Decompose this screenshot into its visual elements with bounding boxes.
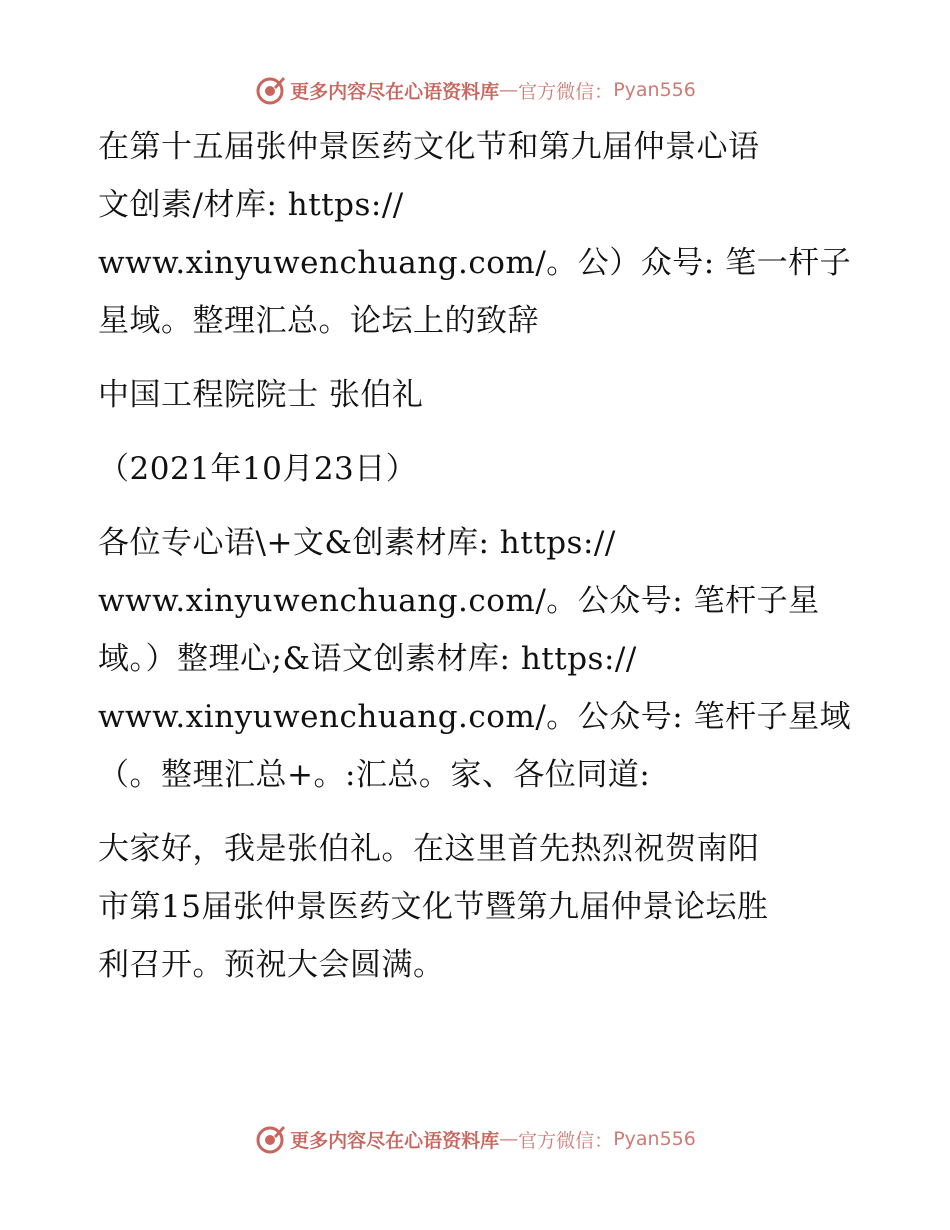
text-line: www.xinyuwenchuang.com/。公众号: 笔杆子星域 — [98, 699, 852, 735]
header-watermark — [0, 70, 950, 110]
watermark-wechat-label: 官方微信： — [518, 80, 614, 103]
watermark-dash: — — [499, 1128, 519, 1150]
text-line: （。整理汇总+。:汇总。家、各位同道: — [98, 757, 651, 793]
watermark-brand: 更多内容尽在心语资料库 — [290, 80, 500, 103]
pen-logo-icon — [254, 1123, 286, 1155]
watermark-brand: 更多内容尽在心语资料库 — [290, 1129, 500, 1152]
watermark-wechat-label: 官方微信： — [518, 1129, 614, 1152]
paragraph-opening — [98, 820, 838, 994]
date-line: （2021年10月23日） — [98, 451, 418, 487]
paragraph-title — [98, 118, 852, 350]
paragraph-greeting — [98, 514, 852, 804]
text-line: 星域。整理汇总。论坛上的致辞 — [98, 303, 539, 339]
text-line: www.xinyuwenchuang.com/。公众号: 笔杆子星 — [98, 583, 820, 619]
watermark-account: Pyan556 — [613, 1128, 696, 1150]
watermark-dash: — — [499, 79, 519, 101]
text-line: 大家好，我是张伯礼。在这里首先热烈祝贺南阳 — [98, 831, 760, 867]
footer-watermark — [0, 1119, 950, 1159]
text-line: www.xinyuwenchuang.com/。公）众号: 笔一杆子 — [98, 245, 852, 281]
text-line: 在第十五届张仲景医药文化节和第九届仲景心语 — [98, 129, 760, 165]
pen-logo-icon — [254, 74, 286, 106]
text-line: 域。）整理心;&语文创素材库: https:// — [98, 641, 637, 677]
text-line: 利召开。预祝大会圆满。 — [98, 947, 445, 983]
text-line: 文创素/材库: https:// — [98, 187, 404, 223]
watermark-account: Pyan556 — [613, 79, 696, 101]
text-line: 市第15届张仲景医药文化节暨第九届仲景论坛胜 — [98, 889, 769, 925]
text-line: 各位专心语\+文&创素材库: https:// — [98, 525, 616, 561]
author-line: 中国工程院院士 张伯礼 — [98, 377, 424, 413]
document-body — [98, 118, 852, 994]
